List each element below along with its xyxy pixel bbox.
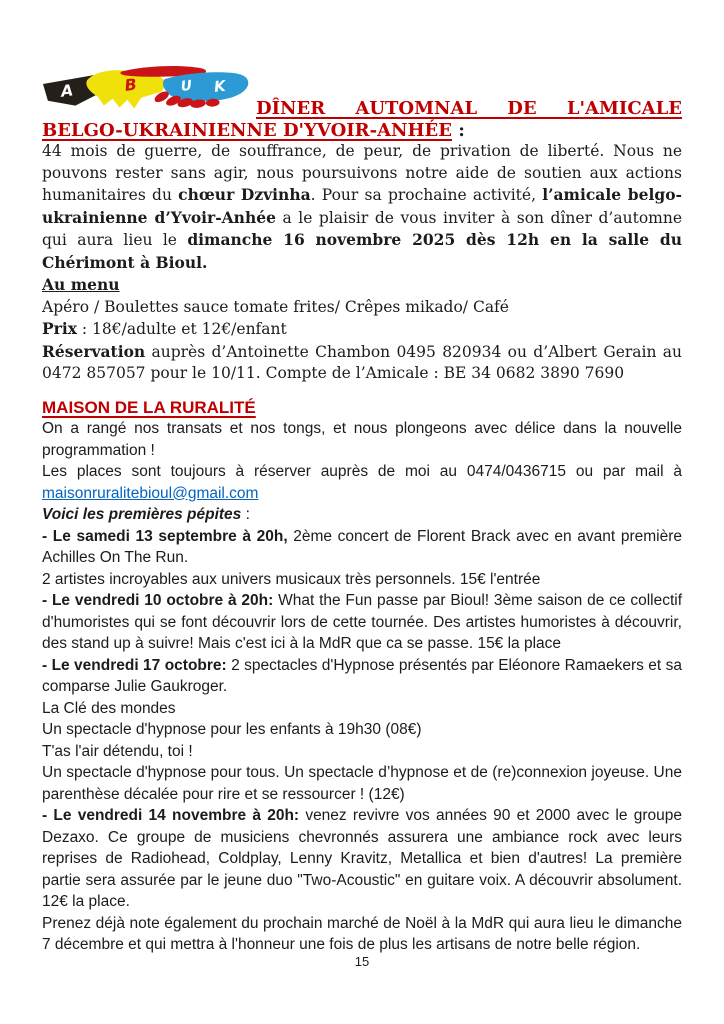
text-run: Les places sont toujours à réserver auprès de moi au 0474/0436715 ou par mail à [42, 463, 682, 480]
page-number: 15 [354, 954, 370, 969]
text-run: : 18€/adulte et 12€/enfant [76, 320, 287, 338]
ruralite-section [42, 418, 682, 956]
paragraph [42, 913, 682, 956]
text-run: l’amicale belgo-ukrainienne d’Yvoir-Anhée [42, 185, 682, 227]
paragraph [42, 569, 682, 591]
text-run: 2ème concert de Florent Brack avec en avant première Achilles On The Run. [42, 527, 682, 566]
text-run: dimanche 16 novembre 2025 dès 12h en la salle du Chérimont à Bioul. [42, 230, 682, 272]
logo-letter-k: K [213, 77, 227, 96]
text-run: Au menu [42, 275, 120, 294]
text-run: Apéro / Boulettes sauce tomate frites/ Crêpes mikado/ Café [42, 297, 509, 316]
paragraph [42, 719, 682, 741]
text-run: venez revivre vos années 90 et 2000 avec le groupe Dezaxo. Ce groupe de musiciens chevronnés assurera une ambiance rock avec leurs reprises de Radiohead, Coldplay, Lenny Kravitz, Metallica et bien d'autres! La première partie sera assurée par le jeune duo "Two-Acoustic" en guitare voix. A découvrir absolument. 12€ la place. [42, 807, 682, 910]
paragraph [42, 526, 682, 569]
paragraph [42, 698, 682, 720]
text-run: La Clé des mondes [42, 699, 176, 717]
paragraph [42, 341, 682, 385]
paragraph [42, 297, 682, 319]
ruralite-title [42, 397, 682, 419]
paragraph [42, 461, 682, 504]
paragraph [42, 504, 682, 526]
email-link[interactable]: maisonruralitebioul@gmail.com [42, 484, 259, 502]
paragraph [42, 655, 682, 698]
text-run: a le plaisir de vous inviter à son dîner d’automne qui aura lieu le [42, 208, 682, 249]
logo-letter-a: A [59, 80, 75, 101]
text-run: : [241, 506, 250, 523]
paragraph [42, 141, 682, 274]
text-run: 44 mois de guerre, de souffrance, de peur, de privation de liberté. Nous ne pouvons rester sans agir, nous poursuivons notre aide de soutien aux actions humanitaires du [42, 142, 682, 204]
text-run: Prix [42, 319, 77, 338]
page-header [42, 62, 682, 141]
logo-letter-b: B [123, 74, 138, 95]
text-run: T'as l'air détendu, toi ! [42, 742, 193, 760]
text-run: What the Fun passe par Bioul! 3ème saison de ce collectif d'humoristes qui se font découvrir lors de cette tournée. Des artistes humoristes à découvrir, des stand up à suivre! Mais c'est ici à la MdR que ca se passe. 15€ la place [42, 592, 683, 652]
text-run: Un spectacle d'hypnose pour tous. Un spectacle d’hypnose et de (re)connexion joyeuse. Une parenthèse décalée pour rire et se ressourcer ! (12€) [42, 764, 682, 803]
diner-title-colon: : [451, 119, 465, 141]
text-run: 2 spectacles d'Hypnose présentés par Eléonore Ramaekers et sa comparse Julie Gaukroger. [42, 656, 682, 695]
text-run: Un spectacle d'hypnose pour les enfants à 19h30 (08€) [42, 721, 422, 738]
text-run: - Le vendredi 17 octobre: [42, 656, 227, 674]
text-run: . Pour sa prochaine activité, [310, 186, 543, 204]
logo-letter-u: U [180, 77, 193, 95]
diner-title-text: DÎNER AUTOMNAL DE L'AMICALE BELGO-UKRAINIENNE D'YVOIR-ANHÉE [42, 98, 682, 141]
paragraph [42, 762, 682, 805]
text-run: chœur Dzvinha [178, 185, 311, 204]
text-run: - Le vendredi 10 octobre à 20h: [42, 592, 274, 609]
paragraph [42, 590, 682, 655]
text-run: - Le samedi 13 septembre à 20h, [42, 527, 288, 545]
ruralite-title-text: MAISON DE LA RURALITÉ [42, 397, 256, 417]
paragraph [42, 741, 682, 763]
abuk-logo [42, 64, 250, 110]
text-run: Prenez déjà note également du prochain marché de Noël à la MdR qui aura lieu le dimanche 7 décembre et qui mettra à l'honneur une fois de plus les artisans de notre belle région. [42, 914, 682, 953]
paragraph [42, 418, 682, 461]
paragraph [42, 805, 682, 913]
text-run: auprès d’Antoinette Chambon 0495 820934 ou d’Albert Gerain au 0472 857057 pour le 10/11. Compte de l’Amicale : BE 34 0682 3890 7690 [42, 342, 682, 382]
text-run: Réservation [42, 341, 146, 361]
paragraph [42, 274, 682, 297]
text-run: 2 artistes incroyables aux univers musicaux très personnels. 15€ l'entrée [42, 570, 541, 588]
abuk-logo-graphic [42, 64, 250, 110]
diner-section [42, 141, 682, 385]
text-run: - Le vendredi 14 novembre à 20h: [42, 807, 300, 824]
text-run: On a rangé nos transats et nos tongs, et nous plongeons avec délice dans la nouvelle programmation ! [42, 420, 682, 459]
text-run: Voici les premières pépites [42, 506, 242, 523]
paragraph [42, 318, 682, 341]
